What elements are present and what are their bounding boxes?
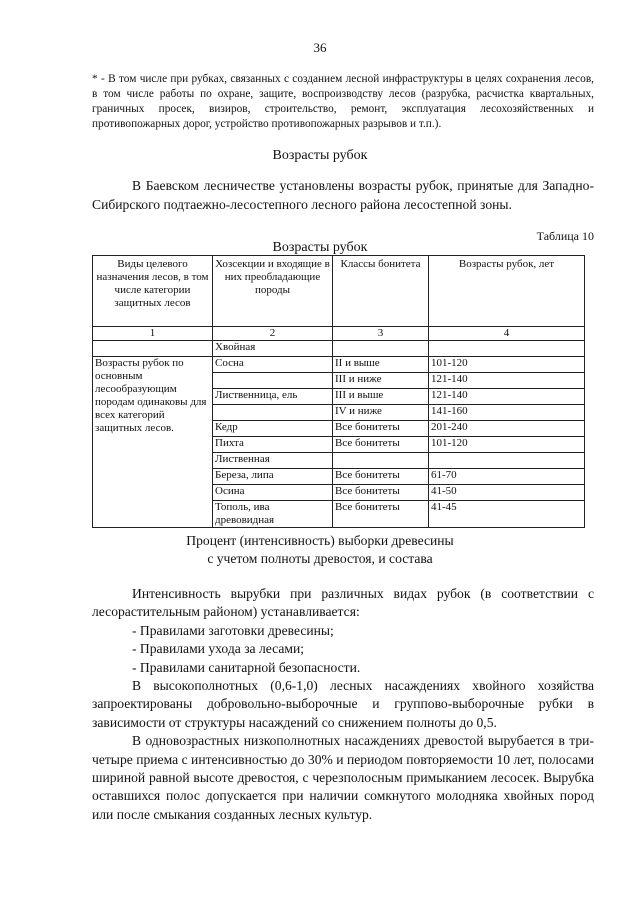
body-paragraph: В одновозрастных низкополнотных насаждениях древостой вырубается в три-четыре приема с интенсивностью до 30% и периодом повторяемости 10 лет, полосами шириной равной высоте древостоя, с черезполосным примыканием лесосек. Вырубка оставшихся полос допускается при наличии сомкнутого молодняка хвойных пород или после смыкания созданных лесных культур. — [92, 733, 594, 822]
table-cell: IV и ниже — [333, 405, 429, 421]
table-cell: II и выше — [333, 357, 429, 373]
intro-paragraph: В Баевском лесничестве установлены возрасты рубок, принятые для Западно-Сибирского подтаежно-лесостепного лесного района лесостепной зоны. — [92, 178, 594, 212]
table-cell: 61-70 — [429, 469, 585, 485]
table-row — [93, 341, 585, 357]
table-cell — [429, 453, 585, 469]
subcaption-line: Процент (интенсивность) выборки древесины — [186, 533, 454, 548]
table-row — [93, 357, 585, 373]
table-cell — [429, 341, 585, 357]
table-cell: 41-45 — [429, 501, 585, 528]
column-number: 1 — [93, 327, 213, 341]
table-cell: 141-160 — [429, 405, 585, 421]
list-item: - Правилами ухода за лесами; — [132, 641, 305, 657]
table-cell: Все бонитеты — [333, 501, 429, 528]
table-cell: Все бонитеты — [333, 469, 429, 485]
list-item: - Правилами заготовки древесины; — [132, 622, 334, 638]
table-cell: 121-140 — [429, 373, 585, 389]
table-cell: 101-120 — [429, 357, 585, 373]
footnote: * - В том числе при рубках, связанных с созданием лесной инфраструктуры в целях сохранения лесов, в том числе работы по охране, защите, воспроизводству лесов (разрубка, расчистка квартальных, граничных просек, визиров, строительство, ремонт, эксплуатация лесохозяйственных и противопожарных дорог, устройство противопожарных разрывов и т.п.). — [92, 73, 594, 130]
table-cell — [213, 405, 333, 421]
section-title: Возрасты рубок — [272, 148, 368, 163]
table-cell: Все бонитеты — [333, 437, 429, 453]
table-cell — [333, 453, 429, 469]
page-number: 36 — [313, 40, 327, 55]
table-cell: 121-140 — [429, 389, 585, 405]
table-cell: Осина — [213, 485, 333, 501]
table-cell — [213, 373, 333, 389]
table-cell — [93, 341, 213, 357]
table-cell: Кедр — [213, 421, 333, 437]
table-cell: Лиственница, ель — [213, 389, 333, 405]
body-paragraph: В высокополнотных (0,6-1,0) лесных насаждениях хвойного хозяйства запроектированы добровольно-выборочные и группово-выборочные рубки в зависимости от структуры насаждений со снижением полноты до 0,5. — [92, 678, 594, 730]
table-cell — [333, 341, 429, 357]
column-number: 4 — [429, 327, 585, 341]
table-cell: III и выше — [333, 389, 429, 405]
table-subcaption — [0, 532, 640, 568]
table-number: Таблица 10 — [536, 229, 594, 243]
table-cell: Хвойная — [213, 341, 333, 357]
table-cell: 201-240 — [429, 421, 585, 437]
table-header-cell: Виды целевого назначения лесов, в том числе категории защитных лесов — [93, 256, 213, 327]
body-text — [92, 585, 594, 824]
list-item: - Правилами санитарной безопасности. — [132, 659, 361, 675]
table-column-number-row — [93, 327, 585, 341]
column-number: 3 — [333, 327, 429, 341]
table-cell: 101-120 — [429, 437, 585, 453]
column-number: 2 — [213, 327, 333, 341]
table-cell: Лиственная — [213, 453, 333, 469]
table-header-cell: Хозсекции и входящие в них преобладающие породы — [213, 256, 333, 327]
table-cell: 41-50 — [429, 485, 585, 501]
table-cell: Пихта — [213, 437, 333, 453]
table-cell: Тополь, ива древовидная — [213, 501, 333, 528]
table-header-row — [93, 256, 585, 327]
body-paragraph: Интенсивность вырубки при различных видах рубок (в соответствии с лесорастительным районом) устанавливается: — [92, 586, 594, 620]
table-header-cell: Классы бонитета — [333, 256, 429, 327]
table-cell: Все бонитеты — [333, 421, 429, 437]
table-cell: Сосна — [213, 357, 333, 373]
table-cell: Все бонитеты — [333, 485, 429, 501]
cutting-age-table — [92, 255, 585, 528]
row-group-label: Возрасты рубок по основным лесообразующим породам одинаковы для всех категорий защитных лесов. — [93, 357, 213, 528]
table-cell: Береза, липа — [213, 469, 333, 485]
table-cell: III и ниже — [333, 373, 429, 389]
table-caption: Возрасты рубок — [272, 240, 368, 255]
subcaption-line: с учетом полноты древостоя, и состава — [207, 551, 433, 566]
table-header-cell: Возрасты рубок, лет — [429, 256, 585, 327]
